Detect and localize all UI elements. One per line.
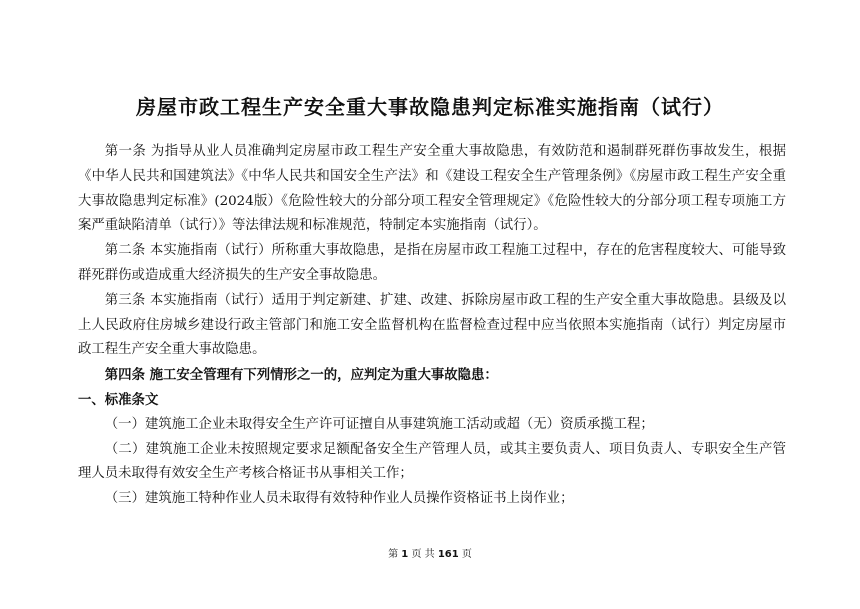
document-title: 房屋市政工程生产安全重大事故隐患判定标准实施指南（试行） [136,95,724,119]
article-2: 第二条 本实施指南（试行）所称重大事故隐患，是指在房屋市政工程施工过程中，存在的危害程度较大、可能导致群死群伤或造成重大经济损失的生产安全事故隐患。 [78,243,786,283]
footer-suffix: 页 [461,549,472,560]
list-item: （二）建筑施工企业未按照规定要求足额配备安全生产管理人员，或其主要负责人、项目负责人、专职安全生产管理人员未取得有效安全生产考核合格证书从事相关工作； [78,441,786,482]
article-3: 第三条 本实施指南（试行）适用于判定新建、扩建、改建、拆除房屋市政工程的生产安全重大事故隐患。县级及以上人民政府住房城乡建设行政主管部门和施工安全监督机构在监督检查过程中应当依照本实施指南（试行）判定房屋市政工程生产安全重大事故隐患。 [78,292,786,358]
list-item: （一）建筑施工企业未取得安全生产许可证擅自从事建筑施工活动或超（无）资质承揽工程； [104,416,654,432]
section-heading: 一、标准条文 [78,391,159,408]
footer-prefix: 第 [388,549,399,560]
footer-page-number: 1 [401,549,409,560]
document-body [78,140,786,512]
footer-total-pages: 161 [437,549,459,560]
page-footer [0,545,860,560]
article-1: 第一条 为指导从业人员准确判定房屋市政工程生产安全重大事故隐患，有效防范和遏制群死群伤事故发生，根据《中华人民共和国建筑法》《中华人民共和国安全生产法》和《建设工程安全生产管理条例》《房屋市政工程生产安全重大事故隐患判定标准》(2024版）《危险性较大的分部分项工程安全管理规定》《危险性较大的分部分项工程专项施工方案严重缺陷清单（试行）》等法律法规和标准规范，特制定本实施指南（试行）。 [78,144,786,234]
footer-middle: 页 共 [411,549,435,560]
list-item: （三）建筑施工特种作业人员未取得有效特种作业人员操作资格证书上岗作业； [104,491,574,507]
article-4-heading: 第四条 施工安全管理有下列情形之一的，应判定为重大事故隐患： [104,367,498,384]
